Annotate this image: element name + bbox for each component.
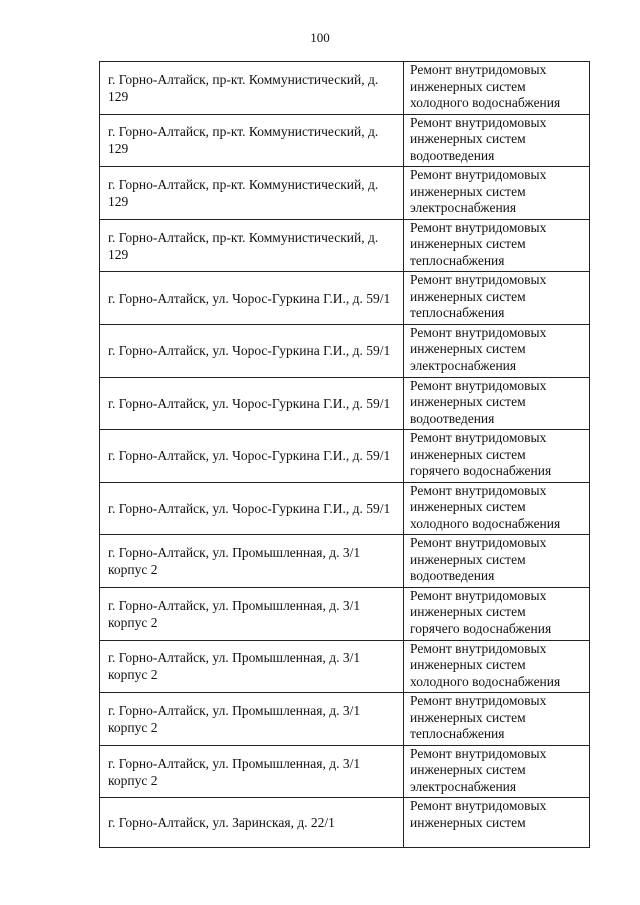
address-cell — [100, 482, 404, 535]
work-type-cell — [404, 167, 590, 220]
work-type-line: инженерных систем — [410, 551, 526, 567]
address-cell — [100, 430, 404, 483]
address-cell — [100, 219, 404, 272]
work-type-line: инженерных систем — [410, 814, 526, 830]
work-type-cell — [404, 62, 590, 115]
address-text: г. Горно-Алтайск, пр-кт. Коммунистический, д. 129 — [108, 229, 379, 262]
address-cell — [100, 377, 404, 430]
work-type-line: инженерных систем — [410, 131, 526, 147]
address-cell — [100, 587, 404, 640]
work-type-line: Ремонт внутридомовых — [410, 377, 547, 393]
work-type-line: горячего водоснабжения — [410, 463, 552, 479]
work-type-line: Ремонт внутридомовых — [410, 272, 547, 288]
work-type-line: инженерных систем — [410, 288, 526, 304]
work-type-line: Ремонт внутридомовых — [410, 324, 547, 340]
address-cell — [100, 167, 404, 220]
address-text: г. Горно-Алтайск, ул. Чорос-Гуркина Г.И., д. 59/1 — [108, 343, 391, 359]
address-cell — [100, 535, 404, 588]
work-type-line: инженерных систем — [410, 446, 526, 462]
work-type-cell — [404, 535, 590, 588]
work-type-line: электроснабжения — [410, 200, 517, 216]
address-text: г. Горно-Алтайск, ул. Промышленная, д. 3/1 корпус 2 — [108, 702, 361, 735]
work-type-line: теплоснабжения — [410, 726, 505, 742]
work-type-line: электроснабжения — [410, 778, 517, 794]
work-type-line: Ремонт внутридомовых — [410, 114, 547, 130]
table-row — [100, 114, 590, 167]
work-type-cell — [404, 324, 590, 377]
work-type-line: Ремонт внутридомовых — [410, 640, 547, 656]
work-type-line: инженерных систем — [410, 762, 526, 778]
work-type-cell — [404, 798, 590, 848]
address-cell — [100, 272, 404, 325]
work-type-line: Ремонт внутридомовых — [410, 798, 547, 814]
address-text: г. Горно-Алтайск, ул. Промышленная, д. 3/1 корпус 2 — [108, 755, 361, 788]
work-type-line: инженерных систем — [410, 657, 526, 673]
address-text: г. Горно-Алтайск, пр-кт. Коммунистический, д. 129 — [108, 71, 379, 104]
address-text: г. Горно-Алтайск, пр-кт. Коммунистический, д. 129 — [108, 124, 379, 157]
work-type-line: инженерных систем — [410, 183, 526, 199]
table-row — [100, 640, 590, 693]
work-type-cell — [404, 114, 590, 167]
table-row — [100, 377, 590, 430]
table-row — [100, 272, 590, 325]
work-type-line: инженерных систем — [410, 341, 526, 357]
address-cell — [100, 640, 404, 693]
table-row — [100, 430, 590, 483]
work-type-cell — [404, 587, 590, 640]
work-type-line: Ремонт внутридомовых — [410, 535, 547, 551]
address-cell — [100, 798, 404, 848]
work-type-line: Ремонт внутридомовых — [410, 587, 547, 603]
address-cell — [100, 62, 404, 115]
table-row — [100, 587, 590, 640]
work-type-line: Ремонт внутридомовых — [410, 219, 547, 235]
address-cell — [100, 745, 404, 798]
work-type-cell — [404, 377, 590, 430]
address-text: г. Горно-Алтайск, ул. Промышленная, д. 3/1 корпус 2 — [108, 545, 361, 578]
address-text: г. Горно-Алтайск, ул. Промышленная, д. 3/1 корпус 2 — [108, 650, 361, 683]
work-type-line: Ремонт внутридомовых — [410, 482, 547, 498]
work-type-line: водоотведения — [410, 568, 495, 584]
address-cell — [100, 693, 404, 746]
work-type-line: инженерных систем — [410, 78, 526, 94]
work-type-line: теплоснабжения — [410, 252, 505, 268]
table-row — [100, 324, 590, 377]
work-type-line: Ремонт внутридомовых — [410, 430, 547, 446]
table-row — [100, 482, 590, 535]
work-type-line: инженерных систем — [410, 604, 526, 620]
work-type-line: Ремонт внутридомовых — [410, 745, 547, 761]
table-row — [100, 535, 590, 588]
page-number: 100 — [310, 30, 330, 45]
work-type-line: Ремонт внутридомовых — [410, 167, 547, 183]
table-row — [100, 62, 590, 115]
work-type-cell — [404, 693, 590, 746]
work-type-cell — [404, 272, 590, 325]
address-text: г. Горно-Алтайск, ул. Чорос-Гуркина Г.И., д. 59/1 — [108, 448, 391, 464]
work-type-cell — [404, 430, 590, 483]
address-cell — [100, 114, 404, 167]
work-type-line: инженерных систем — [410, 709, 526, 725]
address-work-table — [99, 61, 590, 848]
work-type-line: холодного водоснабжения — [410, 95, 561, 110]
work-type-cell — [404, 482, 590, 535]
work-type-line: холодного водоснабжения — [410, 673, 561, 689]
address-text: г. Горно-Алтайск, пр-кт. Коммунистический, д. 129 — [108, 176, 379, 209]
work-type-line: холодного водоснабжения — [410, 515, 561, 531]
work-type-cell — [404, 745, 590, 798]
work-type-line: горячего водоснабжения — [410, 620, 552, 636]
work-type-line: инженерных систем — [410, 499, 526, 515]
table-row — [100, 167, 590, 220]
address-text: г. Горно-Алтайск, ул. Заринская, д. 22/1 — [108, 815, 335, 831]
work-type-line: водоотведения — [410, 147, 495, 163]
table-row — [100, 693, 590, 746]
table-row — [100, 745, 590, 798]
address-text: г. Горно-Алтайск, ул. Чорос-Гуркина Г.И., д. 59/1 — [108, 501, 391, 517]
work-type-cell — [404, 219, 590, 272]
table-row — [100, 219, 590, 272]
table-body — [100, 62, 590, 848]
work-type-cell — [404, 640, 590, 693]
work-type-line: инженерных систем — [410, 394, 526, 410]
work-type-line: Ремонт внутридомовых — [410, 62, 547, 77]
address-text: г. Горно-Алтайск, ул. Промышленная, д. 3/1 корпус 2 — [108, 597, 361, 630]
work-type-line: водоотведения — [410, 410, 495, 426]
table-row — [100, 798, 590, 848]
address-text: г. Горно-Алтайск, ул. Чорос-Гуркина Г.И., д. 59/1 — [108, 395, 391, 411]
address-cell — [100, 324, 404, 377]
work-type-line: электроснабжения — [410, 357, 517, 373]
work-type-line: теплоснабжения — [410, 305, 505, 321]
address-text: г. Горно-Алтайск, ул. Чорос-Гуркина Г.И., д. 59/1 — [108, 290, 391, 306]
work-type-line: Ремонт внутридомовых — [410, 693, 547, 709]
work-type-line: инженерных систем — [410, 236, 526, 252]
